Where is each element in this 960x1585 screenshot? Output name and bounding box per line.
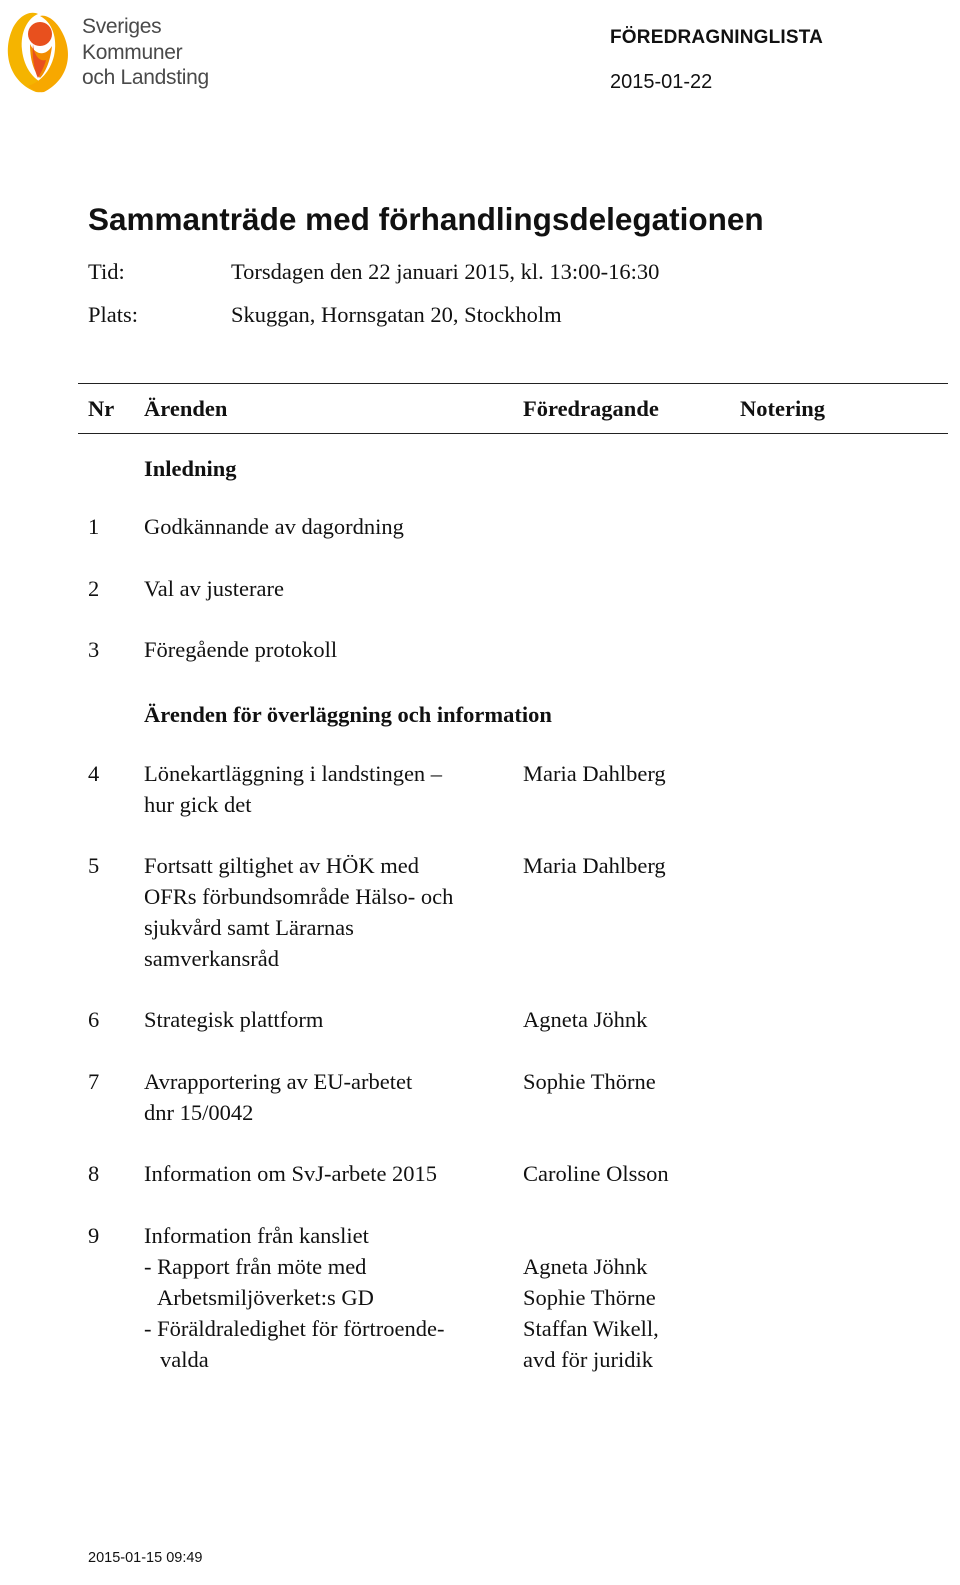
logo [0,4,230,96]
item-presenter-line: avd för juridik [523,1347,653,1372]
column-header-arenden: Ärenden [144,396,228,421]
item-subject [144,1004,514,1035]
item-subject [144,1066,514,1128]
item-number: 8 [88,1161,100,1186]
org-name-line-3: och Landsting [82,66,209,89]
item-presenter [523,1066,743,1097]
item-number: 2 [88,576,100,601]
item-subject-line: sjukvård samt Lärarnas [144,915,354,940]
item-presenter-line [523,1220,743,1251]
item-number: 3 [88,637,100,662]
footer-timestamp: 2015-01-15 09:49 [88,1550,203,1566]
org-name-line-1: Sveriges [82,15,162,38]
item-number: 4 [88,761,100,786]
item-subject-line: samverkansråd [144,946,279,971]
place-label: Plats: [88,302,139,327]
item-subject-line: Information om SvJ-arbete 2015 [144,1161,438,1186]
item-subject-line: Godkännande av dagordning [144,514,404,539]
item-presenter-line: Maria Dahlberg [523,853,666,878]
item-presenter-line: Agneta Jöhnk [523,1254,648,1279]
item-subject-line: Lönekartläggning i landstingen – [144,761,443,786]
org-name-line-2: Kommuner [82,41,183,64]
item-subject-line: Val av justerare [144,576,284,601]
item-subject-line: Föregående protokoll [144,637,338,662]
item-subject [144,573,514,604]
item-subject-line: - Föräldraledighet för förtroende- [144,1316,445,1341]
item-presenter-line: Sophie Thörne [523,1069,656,1094]
item-presenter [523,1004,743,1035]
column-header-nr: Nr [88,396,115,421]
item-presenter-line: Caroline Olsson [523,1161,669,1186]
section-heading-overlaggning: Ärenden för överläggning och information [144,702,552,727]
item-subject-line: Avrapportering av EU-arbetet [144,1069,413,1094]
item-number: 6 [88,1007,100,1032]
item-subject [144,1220,514,1375]
item-subject-line: Strategisk plattform [144,1007,324,1032]
item-subject-line: Fortsatt giltighet av HÖK med [144,853,419,878]
item-subject-line: - Rapport från möte med [144,1254,367,1279]
item-subject [144,758,514,820]
item-presenter [523,1220,743,1375]
item-subject-line: Information från kansliet [144,1223,369,1248]
item-presenter-line: Maria Dahlberg [523,761,666,786]
item-subject [144,634,514,665]
table-top-rule [78,383,948,384]
page-title: Sammanträde med förhandlingsdelegationen [88,201,764,237]
logo-emblem-icon [0,4,80,96]
table-header-rule [78,433,948,434]
item-subject-line: Arbetsmiljöverket:s GD [157,1285,374,1310]
item-subject-line: hur gick det [144,792,252,817]
item-presenter [523,850,743,881]
item-presenter [523,758,743,789]
item-presenter-line: Agneta Jöhnk [523,1007,648,1032]
document-date: 2015-01-22 [610,71,713,93]
item-number: 5 [88,853,100,878]
place-value: Skuggan, Hornsgatan 20, Stockholm [231,302,562,327]
item-number: 7 [88,1069,100,1094]
item-subject-line: valda [160,1347,209,1372]
document-type: FÖREDRAGNINGLISTA [610,27,824,48]
item-subject-line: dnr 15/0042 [144,1100,254,1125]
column-header-notering: Notering [740,396,825,421]
item-subject [144,511,514,542]
item-presenter-line: Sophie Thörne [523,1285,656,1310]
item-number: 9 [88,1223,100,1248]
item-presenter-line: Staffan Wikell, [523,1316,659,1341]
item-subject-line: OFRs förbundsområde Hälso- och [144,884,454,909]
item-number: 1 [88,514,100,539]
section-heading-inledning: Inledning [144,456,237,481]
column-header-foredragande: Föredragande [523,396,659,421]
item-presenter [523,1158,743,1189]
item-subject [144,850,514,974]
time-value: Torsdagen den 22 januari 2015, kl. 13:00-16:30 [231,259,660,284]
item-subject [144,1158,514,1189]
time-label: Tid: [88,259,125,284]
